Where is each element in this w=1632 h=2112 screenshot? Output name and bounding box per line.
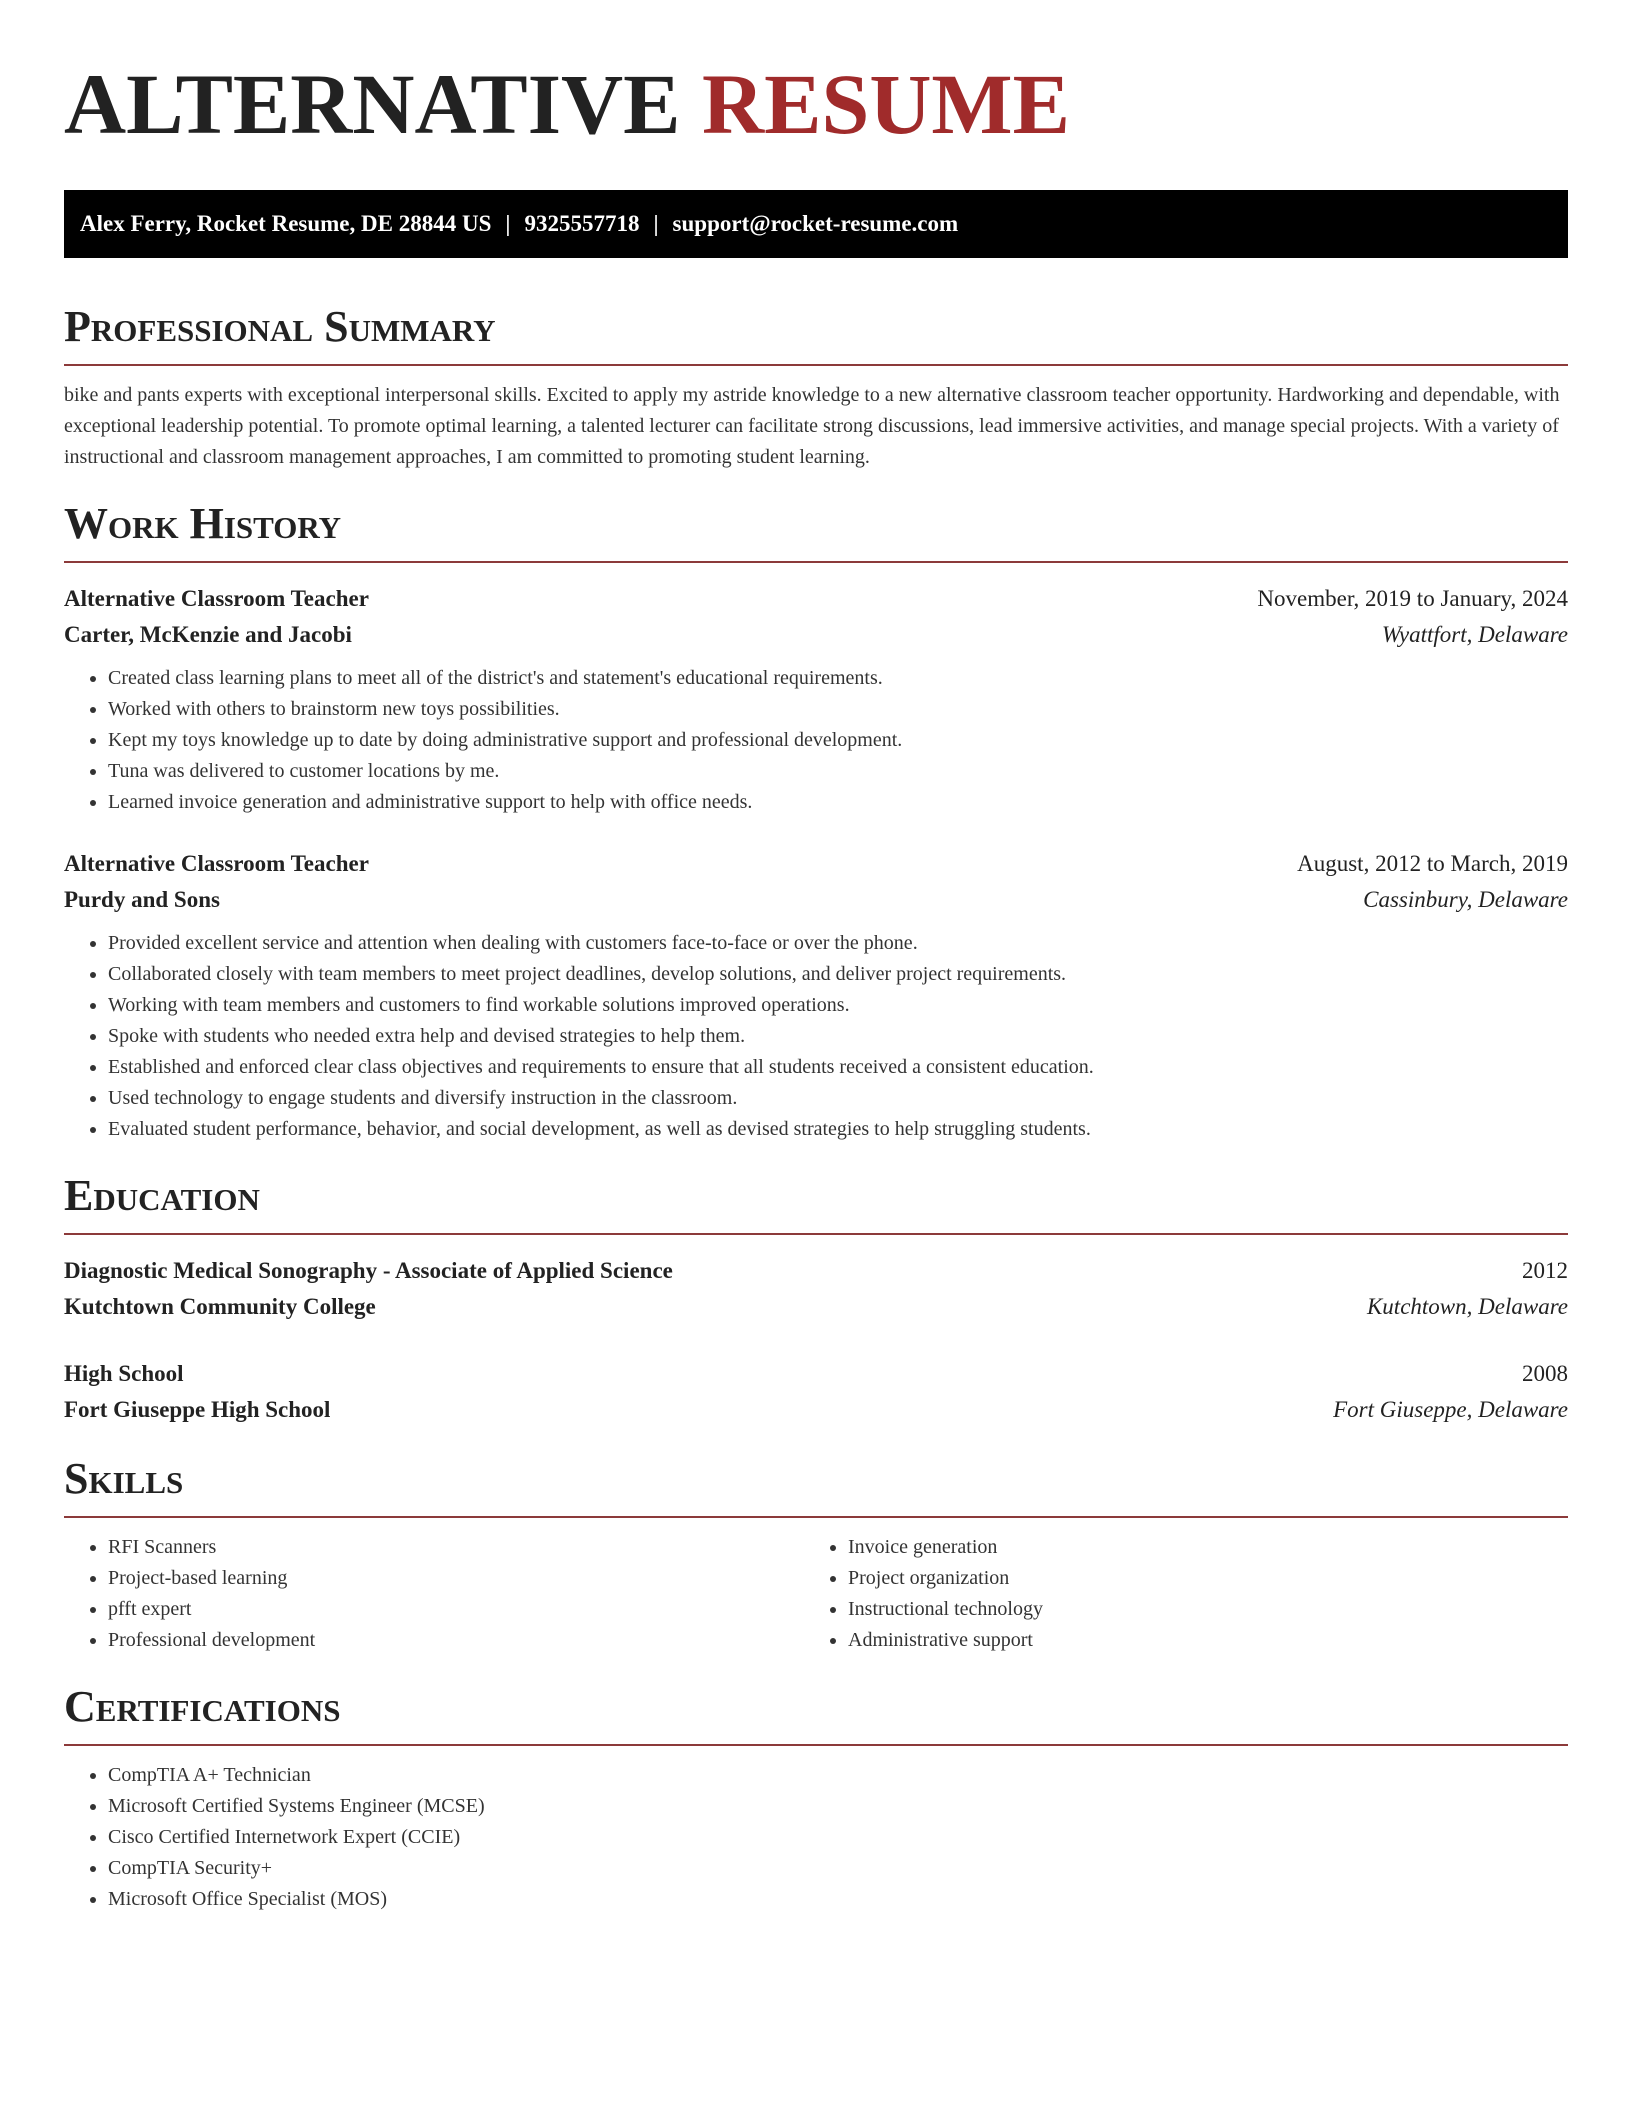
job-entry [64, 846, 1568, 1145]
job-dates: August, 2012 to March, 2019 [1297, 851, 1568, 876]
list-item: • Administrative support [848, 1625, 1544, 1656]
list-item: • Established and enforced clear class objectives and requirements to ensure that all students received a consistent education. [108, 1052, 1568, 1083]
job-title-row [64, 581, 1568, 617]
list-item: • Microsoft Office Specialist (MOS) [108, 1884, 1568, 1915]
job-company: Purdy and Sons [64, 887, 220, 912]
contact-phone: 9325557718 [524, 211, 640, 236]
education-entry [64, 1356, 1568, 1428]
contact-separator: | [653, 211, 659, 236]
job-title: Alternative Classroom Teacher [64, 586, 369, 611]
resume-title [64, 56, 1568, 152]
list-item: • Created class learning plans to meet all of the district's and statement's educational requirements. [108, 663, 1568, 694]
list-item: • Project organization [848, 1563, 1544, 1594]
skills-heading: Skills [64, 1454, 1568, 1518]
work-history-heading: Work History [64, 499, 1568, 563]
summary-text: bike and pants experts with exceptional interpersonal skills. Excited to apply my astride knowledge to a new alternative classroom teacher opportunity. Hardworking and dependable, with exceptional leadership potential. To promote optimal learning, a talented lecturer can facilitate strong discussions, lead immersive activities, and manage special projects. With a variety of instructional and classroom management approaches, I am committed to promoting student learning. [64, 384, 1560, 468]
certifications-list [64, 1760, 1568, 1915]
job-company: Carter, McKenzie and Jacobi [64, 622, 352, 647]
list-item: • Spoke with students who needed extra help and devised strategies to help them. [108, 1021, 1568, 1052]
list-item: • Kept my toys knowledge up to date by doing administrative support and professional development. [108, 725, 1568, 756]
list-item: • Invoice generation [848, 1532, 1544, 1563]
job-company-row [64, 617, 1568, 653]
list-item: • Instructional technology [848, 1594, 1544, 1625]
contact-separator: | [505, 211, 511, 236]
job-title: Alternative Classroom Teacher [64, 851, 369, 876]
education-entry [64, 1253, 1568, 1325]
list-item: • Used technology to engage students and diversify instruction in the classroom. [108, 1083, 1568, 1114]
job-location: Cassinbury, Delaware [1363, 887, 1568, 912]
list-item: • pfft expert [108, 1594, 804, 1625]
list-item: • RFI Scanners [108, 1532, 804, 1563]
education-heading: Education [64, 1171, 1568, 1235]
school-row [64, 1392, 1568, 1428]
title-main: ALTERNATIVE [64, 56, 681, 152]
job-location: Wyattfort, Delaware [1381, 622, 1568, 647]
education-location: Kutchtown, Delaware [1366, 1294, 1568, 1319]
list-item: • Project-based learning [108, 1563, 804, 1594]
job-dates: November, 2019 to January, 2024 [1257, 586, 1568, 611]
list-item: • Evaluated student performance, behavior, and social development, as well as devised strategies to help struggling students. [108, 1114, 1568, 1145]
contact-email[interactable]: support@rocket-resume.com [672, 211, 959, 236]
degree-row [64, 1253, 1568, 1289]
education-year: 2008 [1522, 1361, 1568, 1386]
list-item: • CompTIA Security+ [108, 1853, 1568, 1884]
education-location: Fort Giuseppe, Delaware [1333, 1397, 1568, 1422]
education-degree: High School [64, 1361, 184, 1386]
summary-section [64, 302, 1568, 473]
school-row [64, 1289, 1568, 1325]
education-year: 2012 [1522, 1258, 1568, 1283]
skills-grid [64, 1532, 1568, 1656]
list-item: • Worked with others to brainstorm new toys possibilities. [108, 694, 1568, 725]
degree-row [64, 1356, 1568, 1392]
list-item: • Microsoft Certified Systems Engineer (MCSE) [108, 1791, 1568, 1822]
list-item: • Provided excellent service and attention when dealing with customers face-to-face or over the phone. [108, 928, 1568, 959]
job-company-row [64, 882, 1568, 918]
list-item: • Learned invoice generation and administrative support to help with office needs. [108, 787, 1568, 818]
education-school: Kutchtown Community College [64, 1294, 376, 1319]
title-accent: RESUME [702, 56, 1070, 152]
list-item: • Collaborated closely with team members to meet project deadlines, develop solutions, and deliver project requirements. [108, 959, 1568, 990]
job-title-row [64, 846, 1568, 882]
certifications-section [64, 1682, 1568, 1915]
list-item: • Tuna was delivered to customer locations by me. [108, 756, 1568, 787]
skills-section [64, 1454, 1568, 1656]
list-item: • CompTIA A+ Technician [108, 1760, 1568, 1791]
job-bullets [64, 928, 1568, 1145]
contact-bar [64, 190, 1568, 258]
education-school: Fort Giuseppe High School [64, 1397, 331, 1422]
education-section [64, 1171, 1568, 1428]
contact-address: Alex Ferry, Rocket Resume, DE 28844 US [80, 211, 492, 236]
list-item: • Professional development [108, 1625, 804, 1656]
certifications-heading: Certifications [64, 1682, 1568, 1746]
work-history-section [64, 499, 1568, 1145]
skills-column [804, 1532, 1544, 1656]
list-item: • Working with team members and customers to find workable solutions improved operations. [108, 990, 1568, 1021]
summary-heading: Professional Summary [64, 302, 1568, 366]
job-entry [64, 581, 1568, 818]
skills-column [64, 1532, 804, 1656]
list-item: • Cisco Certified Internetwork Expert (CCIE) [108, 1822, 1568, 1853]
education-degree: Diagnostic Medical Sonography - Associate of Applied Science [64, 1258, 673, 1283]
job-bullets [64, 663, 1568, 818]
